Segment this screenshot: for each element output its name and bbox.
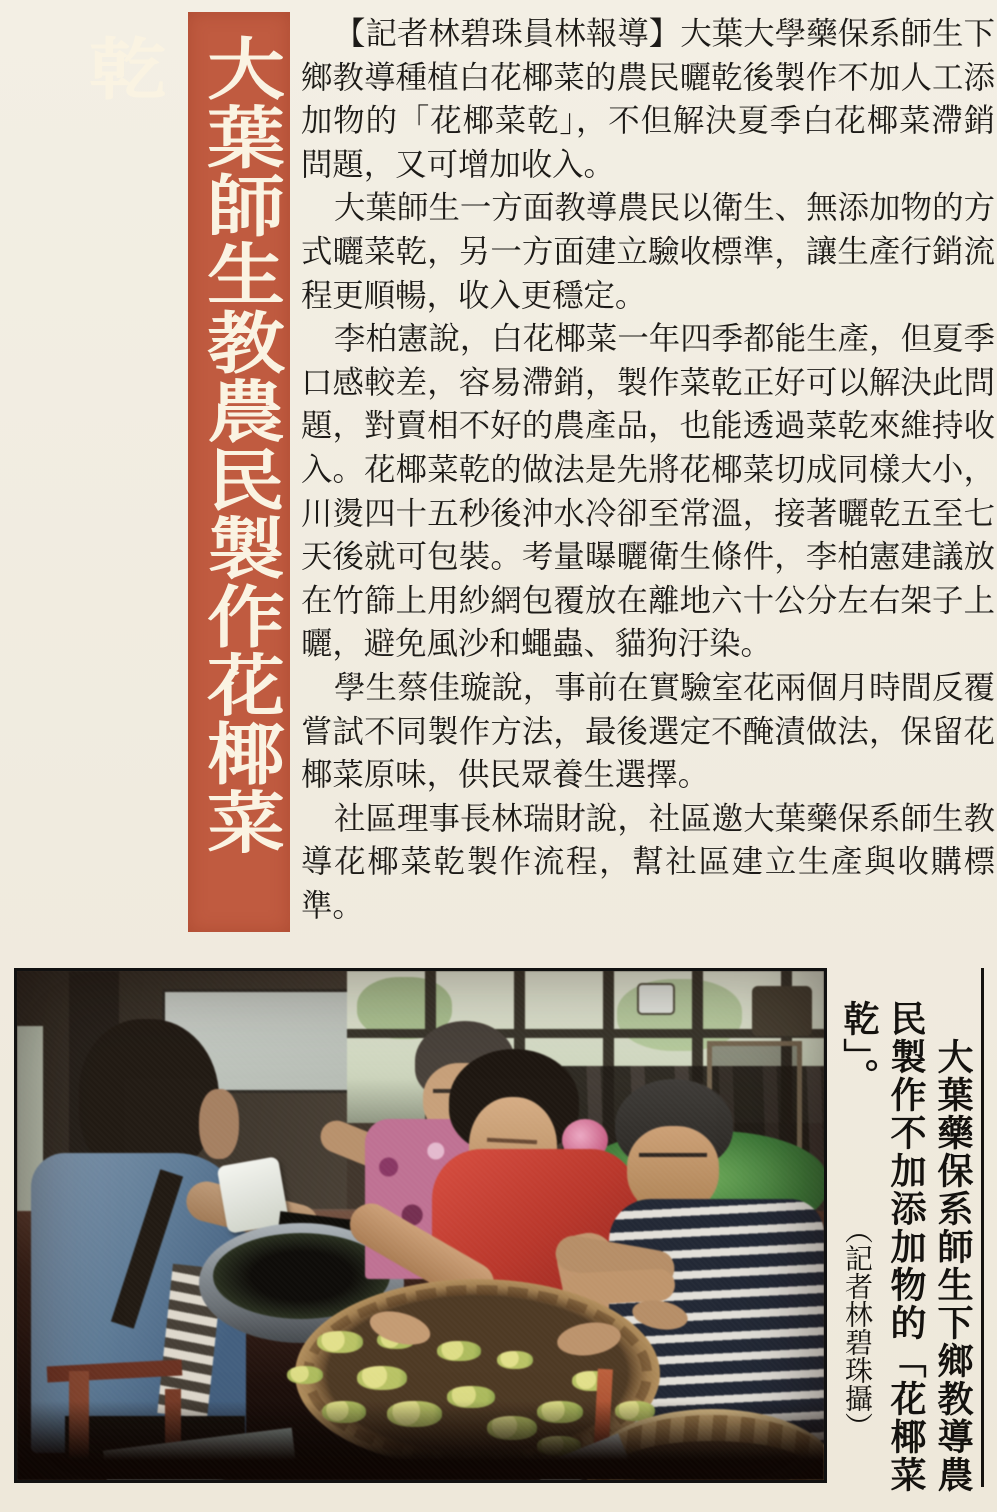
paragraph-3: 李柏憲說，白花椰菜一年四季都能生產，但夏季口感較差，容易滯銷，製作菜乾正好可以解決此問題，對賣相不好的農產品，也能透過菜乾來維持收入。花椰菜乾的做法是先將花椰菜切成同樣大小，川燙四十五秒後沖水冷卻至常溫，接著曬乾五至七天後就可包裝。考量曝曬衛生條件，李柏憲建議放在竹篩上用紗網包覆放在離地六十公分左右架子上曬，避免風沙和蠅蟲、貓狗汙染。	[301, 321, 995, 662]
article-body	[301, 12, 995, 927]
news-photo	[14, 968, 827, 1483]
headline-banner	[77, 12, 290, 932]
photo-vignette	[17, 971, 824, 1480]
photo-credit: （記者林碧珠攝）	[841, 1216, 872, 1440]
photo-caption: 大葉藥保系師生下鄉教導農民製作不加添加物的「花椰菜乾」。	[839, 1000, 973, 1494]
paragraph-4: 學生蔡佳璇說，事前在實驗室花兩個月時間反覆嘗試不同製作方法，最後選定不醃漬做法，保留花椰菜原味，供民眾養生選擇。	[301, 669, 995, 793]
paragraph-lead: 【記者林碧珠員林報導】大葉大學藥保系師生下鄉教導種植白花椰菜的農民曬乾後製作不加人工添加物的「花椰菜乾」，不但解決夏季白花椰菜滯銷問題，又可增加收入。	[301, 16, 995, 182]
column-rule	[981, 968, 984, 1487]
paragraph-5: 社區理事長林瑞財說，社區邀大葉藥保系師生教導花椰菜乾製作流程，幫社區建立生產與收購標準。	[301, 800, 995, 923]
headline-text: 大葉師生教農民製作花椰菜乾	[77, 34, 284, 856]
paragraph-2: 大葉師生一方面教導農民以衛生、無添加物的方式曬菜乾，另一方面建立驗收標準，讓生產行銷流程更順暢，收入更穩定。	[301, 190, 995, 313]
